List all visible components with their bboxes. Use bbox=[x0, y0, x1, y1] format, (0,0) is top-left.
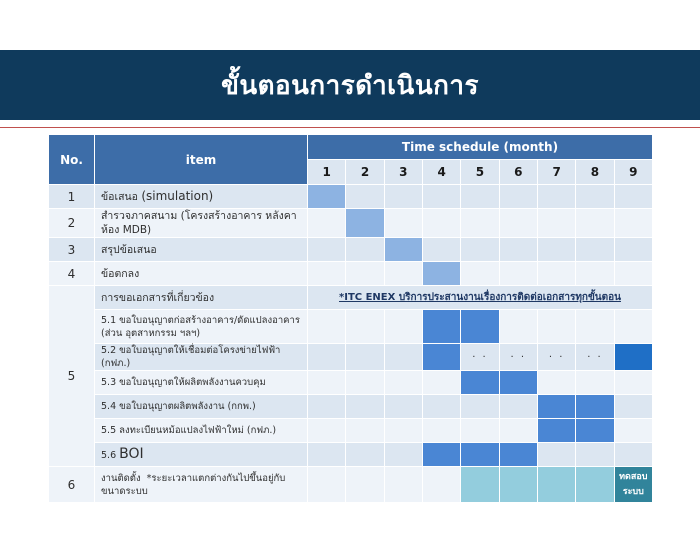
table-row bbox=[49, 286, 653, 310]
row-number: 5 bbox=[49, 286, 95, 467]
gantt-bar bbox=[461, 467, 499, 503]
gantt-bar bbox=[422, 262, 460, 286]
table-row bbox=[49, 467, 653, 503]
system-test-cell: ทดสอบระบบ bbox=[614, 467, 652, 503]
gantt-bar bbox=[576, 419, 614, 443]
table-row bbox=[49, 262, 653, 286]
month-3: 3 bbox=[384, 160, 422, 185]
month-4: 4 bbox=[422, 160, 460, 185]
page-title: ขั้นตอนการดำเนินการ bbox=[221, 70, 479, 101]
subitem-5-6: 5.6 BOI bbox=[95, 443, 308, 467]
divider-line bbox=[0, 127, 700, 128]
gantt-bar bbox=[422, 310, 460, 344]
waiting-dots: · · bbox=[537, 344, 575, 371]
table-row bbox=[49, 419, 653, 443]
header-no: No. bbox=[49, 135, 95, 185]
subitem-5-4: 5.4 ขอใบอนุญาตผลิตพลังงาน (กกพ.) bbox=[95, 395, 308, 419]
waiting-dots: · · bbox=[499, 344, 537, 371]
row-item: การขอเอกสารที่เกี่ยวข้อง bbox=[95, 286, 308, 310]
gantt-bar bbox=[537, 419, 575, 443]
table-row bbox=[49, 185, 653, 209]
gantt-bar bbox=[614, 344, 652, 371]
row-item: งานติดตั้ง *ระยะเวลาแตกต่างกันไปขึ้นอยู่กับขนาดระบบ bbox=[95, 467, 308, 503]
gantt-bar bbox=[576, 467, 614, 503]
gantt-bar bbox=[461, 443, 499, 467]
month-9: 9 bbox=[614, 160, 652, 185]
header-schedule: Time schedule (month) bbox=[308, 135, 653, 160]
month-6: 6 bbox=[499, 160, 537, 185]
header-row bbox=[49, 135, 653, 160]
month-7: 7 bbox=[537, 160, 575, 185]
row-item: ข้อเสนอ (simulation) bbox=[95, 185, 308, 209]
row-number: 1 bbox=[49, 185, 95, 209]
row-number: 6 bbox=[49, 467, 95, 503]
month-2: 2 bbox=[346, 160, 384, 185]
row-item: สรุปข้อเสนอ bbox=[95, 238, 308, 262]
gantt-bar bbox=[308, 185, 346, 209]
table-row bbox=[49, 238, 653, 262]
gantt-bar bbox=[537, 467, 575, 503]
month-1: 1 bbox=[308, 160, 346, 185]
schedule-table bbox=[48, 134, 653, 503]
subitem-5-3: 5.3 ขอใบอนุญาตให้ผลิตพลังงานควบคุม bbox=[95, 371, 308, 395]
row-number: 3 bbox=[49, 238, 95, 262]
row-number: 2 bbox=[49, 209, 95, 238]
gantt-bar bbox=[384, 238, 422, 262]
gantt-bar bbox=[499, 467, 537, 503]
gantt-bar bbox=[422, 344, 460, 371]
gantt-bar bbox=[422, 443, 460, 467]
table-row bbox=[49, 443, 653, 467]
row-item: ข้อตกลง bbox=[95, 262, 308, 286]
subitem-5-5: 5.5 ลงทะเบียนหม้อแปลงไฟฟ้าใหม่ (กฟภ.) bbox=[95, 419, 308, 443]
waiting-dots: · · bbox=[576, 344, 614, 371]
header-item: item bbox=[95, 135, 308, 185]
row-number: 4 bbox=[49, 262, 95, 286]
gantt-bar bbox=[499, 443, 537, 467]
gantt-bar bbox=[499, 371, 537, 395]
table-row bbox=[49, 344, 653, 371]
gantt-bar bbox=[537, 395, 575, 419]
gantt-bar bbox=[461, 371, 499, 395]
table-row bbox=[49, 209, 653, 238]
table-row bbox=[49, 371, 653, 395]
table-row bbox=[49, 310, 653, 344]
waiting-dots: · · bbox=[461, 344, 499, 371]
coordination-note: *ITC ENEX บริการประสานงานเรื่องการติดต่อเอกสารทุกขั้นตอน bbox=[308, 286, 653, 310]
title-banner bbox=[0, 50, 700, 120]
month-8: 8 bbox=[576, 160, 614, 185]
gantt-bar bbox=[346, 209, 384, 238]
row-item: สำรวจภาคสนาม (โครงสร้างอาคาร หลังคา ห้อง MDB) bbox=[95, 209, 308, 238]
subitem-5-2: 5.2 ขอใบอนุญาตให้เชื่อมต่อโครงข่ายไฟฟ้า (กฟภ.) bbox=[95, 344, 308, 371]
month-5: 5 bbox=[461, 160, 499, 185]
subitem-5-1: 5.1 ขอใบอนุญาตก่อสร้างอาคาร/ดัดแปลงอาคาร (ส่วน อุตสาหกรรม ฯลฯ) bbox=[95, 310, 308, 344]
gantt-bar bbox=[576, 395, 614, 419]
gantt-bar bbox=[461, 310, 499, 344]
table-row bbox=[49, 395, 653, 419]
